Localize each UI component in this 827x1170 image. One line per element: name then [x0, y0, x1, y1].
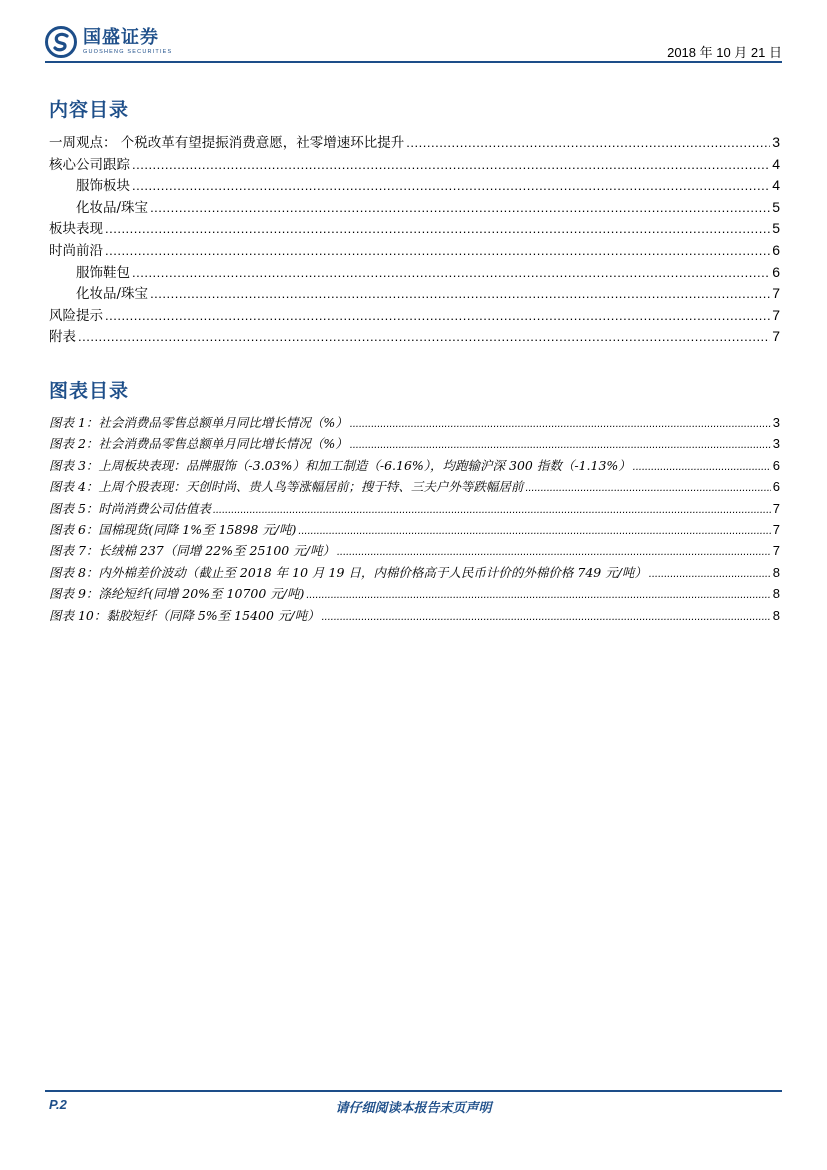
- figure-leader-dots: [649, 568, 771, 580]
- toc-entry[interactable]: [49, 196, 780, 218]
- report-date: 2018 年 10 月 21 日: [667, 45, 782, 60]
- toc-entry[interactable]: [49, 239, 780, 261]
- figure-list: [49, 413, 780, 627]
- page-number: P.2: [49, 1097, 67, 1112]
- toc-entry[interactable]: [49, 131, 780, 153]
- toc-leader-dots: [105, 243, 770, 258]
- figure-entry[interactable]: [49, 456, 780, 477]
- toc-entry-label: 时尚前沿: [49, 242, 103, 259]
- figure-entry[interactable]: [49, 606, 780, 627]
- toc-entry-page: 4: [772, 177, 780, 194]
- header-divider: [45, 61, 782, 63]
- toc-entry[interactable]: [49, 153, 780, 175]
- toc-leader-dots: [105, 308, 770, 323]
- logo-text-en: GUOSHENG SECURITIES: [83, 49, 173, 55]
- figure-leader-dots: [213, 504, 771, 516]
- figure-entry-label: 图表 1：社会消费品零售总额单月同比增长情况（%）: [49, 415, 348, 430]
- figure-entry-page: 6: [772, 479, 780, 495]
- figure-entry-page: 6: [772, 457, 780, 473]
- toc-entry-page: 7: [772, 306, 780, 323]
- toc-entry[interactable]: [49, 325, 780, 347]
- figure-entry[interactable]: [49, 477, 780, 498]
- figure-leader-dots: [306, 589, 770, 601]
- toc-entry-label: 风险提示: [49, 307, 103, 324]
- footer-divider: [45, 1090, 782, 1092]
- toc-entry-label: 化妆品/珠宝: [76, 199, 149, 216]
- toc-entry-page: 7: [772, 328, 780, 345]
- toc-entry-label: 服饰板块: [76, 178, 130, 195]
- toc-entry[interactable]: [49, 217, 780, 239]
- figure-leader-dots: [633, 461, 771, 473]
- toc-leader-dots: [78, 329, 770, 344]
- figure-entry-label: 图表 3：上周板块表现：品牌服饰（-3.03%）和加工制造（-6.16%），均跑输沪深 300 指数（-1.13%）: [49, 457, 631, 473]
- toc-entry-page: 5: [772, 198, 780, 215]
- figure-entry-page: 7: [772, 543, 780, 559]
- figure-entry-label: 图表 8：内外棉差价波动（截止至 2018 年 10 月 19 日，内棉价格高于人民币计价的外棉价格 749 元/吨）: [49, 564, 647, 580]
- toc-entry[interactable]: [49, 282, 780, 304]
- toc-leader-dots: [150, 200, 770, 215]
- figure-entry-page: 8: [772, 564, 780, 580]
- figure-entry[interactable]: [49, 499, 780, 520]
- figure-entry[interactable]: [49, 584, 780, 605]
- figure-entry[interactable]: [49, 541, 780, 562]
- toc-entry-page: 6: [772, 241, 780, 258]
- figure-entry-page: 8: [772, 607, 780, 623]
- toc-leader-dots: [132, 157, 770, 172]
- toc-entry-page: 4: [772, 155, 780, 172]
- toc-entry-page: 5: [772, 220, 780, 237]
- toc-entry[interactable]: [49, 261, 780, 283]
- logo-icon: [45, 26, 77, 58]
- figure-entry-page: 7: [772, 521, 780, 537]
- figure-entry-page: 8: [772, 586, 780, 602]
- figure-entry-label: 图表 5：时尚消费公司估值表: [49, 500, 211, 516]
- toc-entry-label: 化妆品/珠宝: [76, 286, 149, 303]
- toc-entry-page: 3: [772, 134, 780, 150]
- toc-entry-label: 一周观点： 个税改革有望提振消费意愿，社零增速环比提升: [49, 135, 405, 151]
- figure-entry-label: 图表 9：涤纶短纤(同增 20%至 10700 元/吨): [49, 586, 305, 602]
- figure-entry[interactable]: [49, 520, 780, 541]
- toc-entry-label: 服饰鞋包: [76, 264, 130, 281]
- toc-title: 内容目录: [49, 99, 130, 121]
- toc-leader-dots: [406, 135, 770, 150]
- figure-leader-dots: [322, 611, 771, 623]
- toc-list: [49, 131, 780, 347]
- figure-entry[interactable]: [49, 434, 780, 455]
- figure-leader-dots: [350, 439, 771, 451]
- toc-entry[interactable]: [49, 174, 780, 196]
- page-header: [45, 22, 782, 62]
- disclaimer-note: 请仔细阅读本报告末页声明: [335, 1101, 492, 1116]
- figure-entry-label: 图表 7：长绒棉 237（同增 22%至 25100 元/吨）: [49, 543, 335, 559]
- toc-entry[interactable]: [49, 304, 780, 326]
- figure-entry-label: 图表 4：上周个股表现：天创时尚、贵人鸟等涨幅居前；搜于特、三夫户外等跌幅居前: [49, 479, 524, 495]
- figure-entry-page: 3: [772, 436, 780, 452]
- toc-leader-dots: [132, 265, 770, 280]
- figure-entry[interactable]: [49, 413, 780, 434]
- figure-leader-dots: [337, 546, 771, 558]
- figure-leader-dots: [298, 525, 770, 537]
- toc-entry-page: 7: [772, 285, 780, 302]
- toc-leader-dots: [150, 286, 770, 301]
- figure-entry-label: 图表 6：国棉现货(同降 1%至 15898 元/吨): [49, 521, 297, 537]
- figure-entry-label: 图表 10：黏胶短纤（同降 5%至 15400 元/吨）: [49, 607, 320, 623]
- toc-leader-dots: [132, 178, 770, 193]
- figure-entry-page: 7: [772, 500, 780, 516]
- figure-entry-label: 图表 2：社会消费品零售总额单月同比增长情况（%）: [49, 436, 348, 452]
- figure-list-title: 图表目录: [49, 380, 130, 402]
- toc-entry-label: 板块表现: [49, 221, 103, 238]
- logo-text-cn: 国盛证券: [83, 27, 159, 48]
- figure-leader-dots: [525, 482, 770, 494]
- toc-entry-label: 核心公司跟踪: [49, 156, 130, 173]
- company-logo: [45, 26, 172, 58]
- toc-leader-dots: [105, 221, 770, 236]
- toc-entry-page: 6: [772, 263, 780, 280]
- figure-leader-dots: [350, 418, 771, 430]
- figure-entry-page: 3: [772, 415, 780, 430]
- toc-entry-label: 附表: [49, 329, 76, 346]
- figure-entry[interactable]: [49, 563, 780, 584]
